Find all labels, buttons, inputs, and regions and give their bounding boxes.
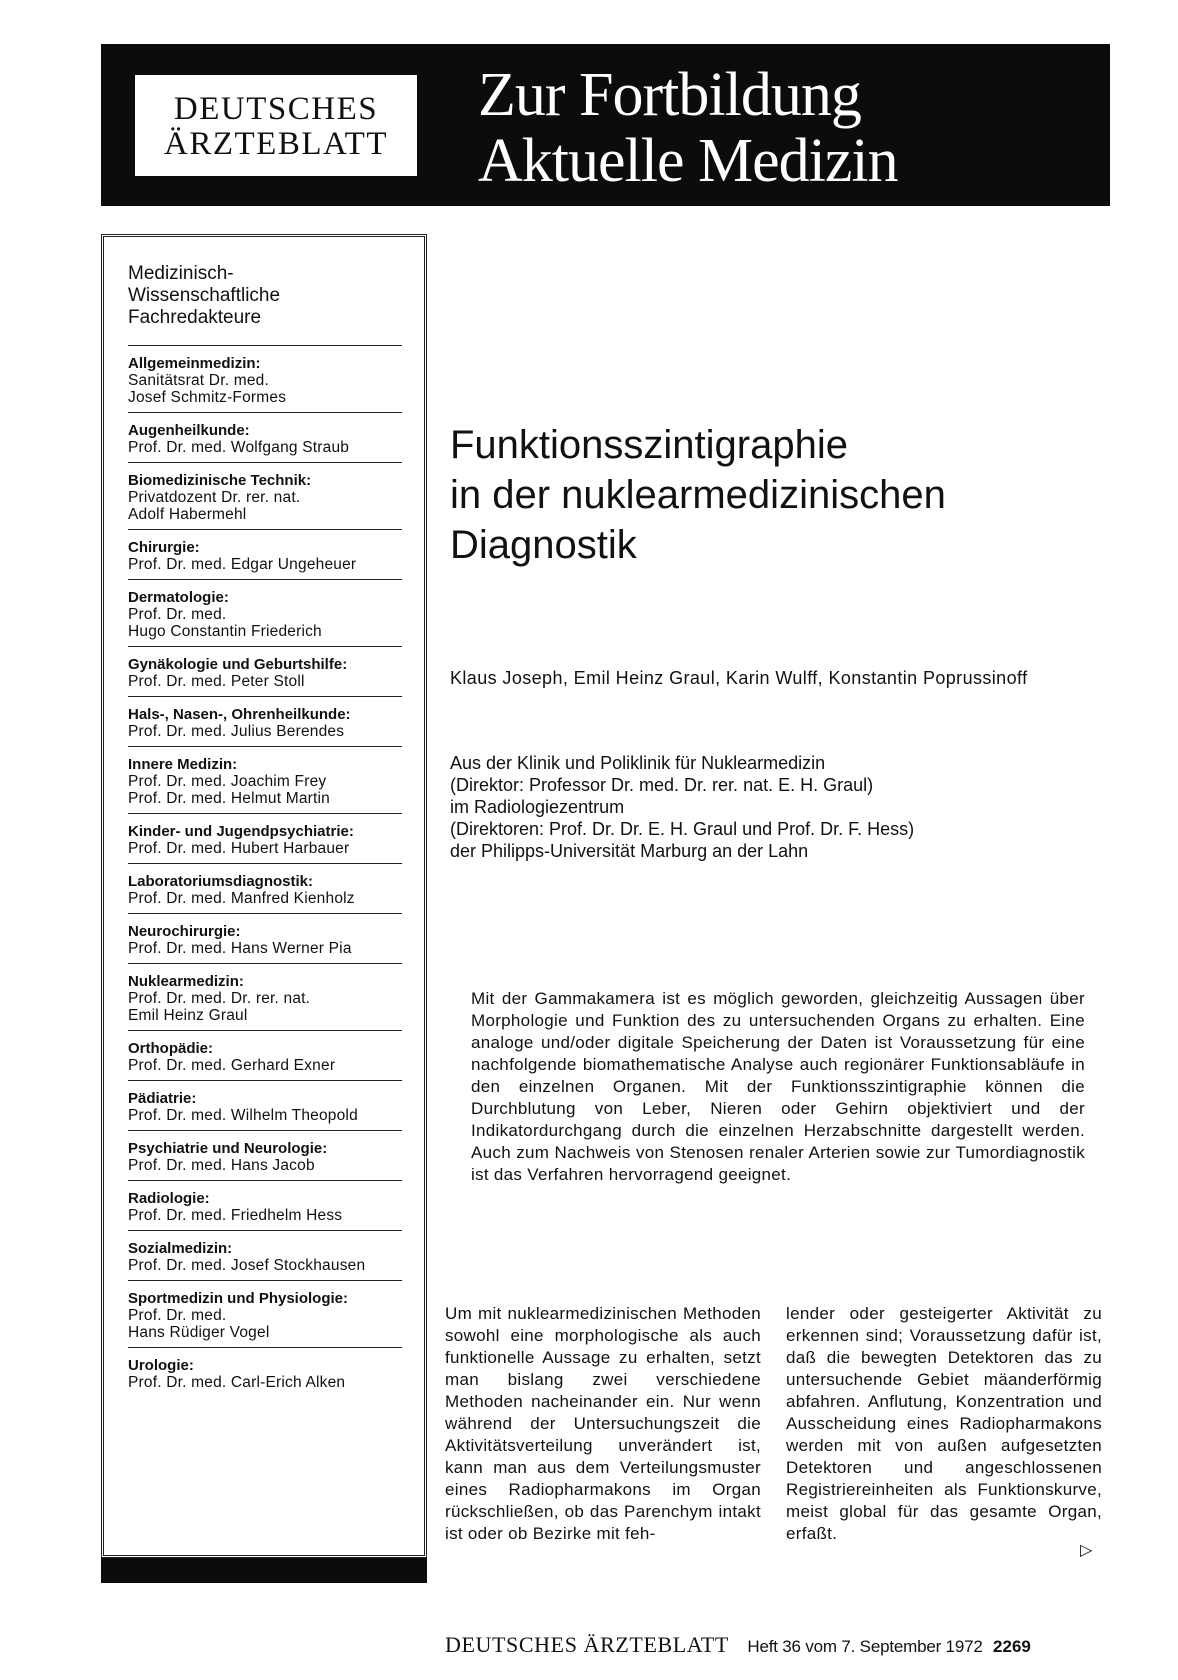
abstract: Mit der Gammakamera ist es möglich geworden, gleichzeitig Aussagen über Morphologie und Funktion des zu untersuchenden Organs zu erhalten. Eine analoge und/oder digitale Speicherung der Daten ist Voraussetzung für eine nachfolgende biomathematische Analyse auch regionärer Funktionsabläufe in den einzelnen Organen. Mit der Funktionsszintigraphie können die Durchblutung von Leber, Nieren oder Gehirn objektiviert und der Indikatordurchgang durch die einzelnen Herzabschnitte dargestellt werden. Auch zum Nachweis von Stenosen renaler Arterien sowie zur Tumordiagnostik ist das Verfahren hervorragend geeignet. — [471, 989, 1085, 1184]
sidebar-section-title: Hals-, Nasen-, Ohrenheilkunde: — [128, 706, 351, 723]
sidebar-section — [128, 346, 402, 413]
affiliation-line: im Radiologiezentrum — [450, 797, 625, 817]
sidebar-editor-name: Prof. Dr. med. Julius Berendes — [128, 723, 345, 740]
sidebar-section-title: Allgemeinmedizin: — [128, 355, 261, 372]
footer-issue: Heft 36 vom 7. September 1972 — [747, 1637, 983, 1656]
sidebar-section — [128, 1181, 402, 1231]
sidebar-editor-name: Prof. Dr. med. Wilhelm Theopold — [128, 1107, 358, 1124]
sidebar-section — [128, 814, 402, 864]
sidebar-editor-name: Prof. Dr. med. — [128, 606, 227, 623]
sidebar-section — [128, 747, 402, 814]
sidebar-section-title: Laboratoriumsdiagnostik: — [128, 873, 314, 890]
sidebar-editor-name: Prof. Dr. med. Peter Stoll — [128, 673, 305, 690]
sidebar-editor-name: Emil Heinz Graul — [128, 1007, 248, 1024]
sidebar-section — [128, 964, 402, 1031]
article-title — [450, 420, 946, 570]
sidebar-editor-name: Prof. Dr. med. Gerhard Exner — [128, 1057, 336, 1074]
sidebar-section — [128, 1281, 402, 1348]
sidebar-editor-name: Prof. Dr. med. Dr. rer. nat. — [128, 990, 311, 1007]
sidebar-section-title: Sportmedizin und Physiologie: — [128, 1290, 349, 1307]
article-title-line: Funktionsszintigraphie — [450, 423, 848, 467]
sidebar-section-title: Innere Medizin: — [128, 756, 238, 773]
footer-journal: DEUTSCHES ÄRZTEBLATT — [445, 1632, 729, 1657]
sidebar-section — [128, 580, 402, 647]
sidebar-editor-name: Sanitätsrat Dr. med. — [128, 372, 269, 389]
article-title-line: Diagnostik — [450, 523, 637, 567]
sidebar-heading-line: Wissenschaftliche — [128, 285, 281, 306]
sidebar-section — [128, 1131, 402, 1181]
affiliation-line: (Direktor: Professor Dr. med. Dr. rer. nat. E. H. Graul) — [450, 775, 874, 795]
sidebar-section-title: Psychiatrie und Neurologie: — [128, 1140, 328, 1157]
sidebar-editor-name: Prof. Dr. med. Hubert Harbauer — [128, 840, 350, 857]
sidebar-section — [128, 463, 402, 530]
sidebar-editor-name: Prof. Dr. med. Josef Stockhausen — [128, 1257, 366, 1274]
page-number: 2269 — [993, 1637, 1031, 1656]
sidebar-editor-name: Prof. Dr. med. Friedhelm Hess — [128, 1207, 343, 1224]
sidebar-section — [128, 1081, 402, 1131]
sidebar-heading-line: Medizinisch- — [128, 263, 234, 284]
sidebar-editor-name: Prof. Dr. med. — [128, 1307, 227, 1324]
sidebar-section-title: Neurochirurgie: — [128, 923, 241, 940]
sidebar-section-title: Chirurgie: — [128, 539, 200, 556]
continue-arrow-icon: ▷ — [1080, 1542, 1093, 1559]
sidebar-editor-name: Prof. Dr. med. Helmut Martin — [128, 790, 330, 807]
sidebar-section — [128, 1031, 402, 1081]
sidebar-editor-name: Prof. Dr. med. Hans Werner Pia — [128, 940, 352, 957]
sidebar-section — [128, 530, 402, 580]
sidebar-section-title: Dermatologie: — [128, 589, 229, 606]
sidebar-section — [128, 864, 402, 914]
sidebar-editor-name: Prof. Dr. med. Wolfgang Straub — [128, 439, 350, 456]
body-column-right: lender oder gesteigerter Aktivität zu erkennen sind; Voraussetzung dafür ist, daß die bewegten Detektoren das zu untersuchende Gebiet mäanderförmig abfahren. Anflutung, Konzentration und Ausscheidung eines Radiopharmakons werden mit von außen aufgesetzten Detektoren und angeschlossenen Registriereinheiten als Funktionskurve, meist global für das gesamte Organ, erfaßt. — [786, 1304, 1102, 1543]
sidebar-section — [128, 914, 402, 964]
affiliation — [450, 752, 914, 862]
sidebar-editor-name: Hugo Constantin Friederich — [128, 623, 322, 640]
section-title — [478, 62, 898, 194]
section-title-line: Aktuelle Medizin — [478, 127, 898, 195]
affiliation-line: der Philipps-Universität Marburg an der Lahn — [450, 841, 809, 861]
logo-line: ÄRZTEBLATT — [164, 126, 388, 162]
sidebar-section — [128, 1231, 402, 1281]
sidebar-editor-name: Privatdozent Dr. rer. nat. — [128, 489, 301, 506]
sidebar-editor-name: Adolf Habermehl — [128, 506, 247, 523]
sidebar-section-title: Radiologie: — [128, 1190, 210, 1207]
sidebar-editor-name: Prof. Dr. med. Manfred Kienholz — [128, 890, 355, 907]
sidebar-sections — [128, 346, 402, 1397]
logo-line: DEUTSCHES — [173, 91, 379, 127]
body-column-left: Um mit nuklearmedizinischen Methoden sowohl eine morphologische als auch funktionelle Aussage zu erhalten, setzt man bislang zwei verschiedene Methoden nacheinander ein. Nur wenn während der Untersuchungszeit die Aktivitätsverteilung unverändert ist, kann man aus dem Verteilungsmuster eines Radiopharmakons im Organ rückschließen, ob das Parenchym intakt ist oder ob Bezirke mit feh- — [445, 1304, 761, 1543]
authors: Klaus Joseph, Emil Heinz Graul, Karin Wulff, Konstantin Poprussinoff — [450, 668, 1028, 688]
sidebar-editor-name: Prof. Dr. med. Hans Jacob — [128, 1157, 315, 1174]
section-title-line: Zur Fortbildung — [478, 61, 861, 129]
sidebar-section-title: Urologie: — [128, 1357, 194, 1374]
sidebar-section-title: Gynäkologie und Geburtshilfe: — [128, 656, 348, 673]
sidebar-section-title: Nuklearmedizin: — [128, 973, 244, 990]
sidebar-section — [128, 697, 402, 747]
sidebar-section-title: Kinder- und Jugendpsychiatrie: — [128, 823, 354, 840]
affiliation-line: Aus der Klinik und Poliklinik für Nuklearmedizin — [450, 753, 826, 773]
editors-sidebar — [101, 234, 427, 1558]
sidebar-section-title: Augenheilkunde: — [128, 422, 250, 439]
sidebar-section-title: Biomedizinische Technik: — [128, 472, 312, 489]
sidebar-section-title: Sozialmedizin: — [128, 1240, 233, 1257]
sidebar-section-title: Orthopädie: — [128, 1040, 213, 1057]
sidebar-section — [128, 1348, 402, 1397]
page-footer — [445, 1632, 1031, 1658]
article-title-line: in der nuklearmedizinischen — [450, 473, 946, 517]
affiliation-line: (Direktoren: Prof. Dr. Dr. E. H. Graul und Prof. Dr. F. Hess) — [450, 819, 915, 839]
sidebar-editor-name: Prof. Dr. med. Edgar Ungeheuer — [128, 556, 357, 573]
sidebar-editor-name: Prof. Dr. med. Carl-Erich Alken — [128, 1374, 346, 1391]
sidebar-editor-name: Prof. Dr. med. Joachim Frey — [128, 773, 327, 790]
sidebar-heading — [128, 263, 402, 346]
sidebar-section — [128, 647, 402, 697]
sidebar-section-title: Pädiatrie: — [128, 1090, 197, 1107]
sidebar-section — [128, 413, 402, 463]
journal-logo — [132, 72, 420, 179]
sidebar-heading-line: Fachredakteure — [128, 307, 262, 328]
sidebar-editor-name: Josef Schmitz-Formes — [128, 389, 287, 406]
sidebar-footer-bar — [101, 1558, 427, 1583]
sidebar-editor-name: Hans Rüdiger Vogel — [128, 1324, 270, 1341]
